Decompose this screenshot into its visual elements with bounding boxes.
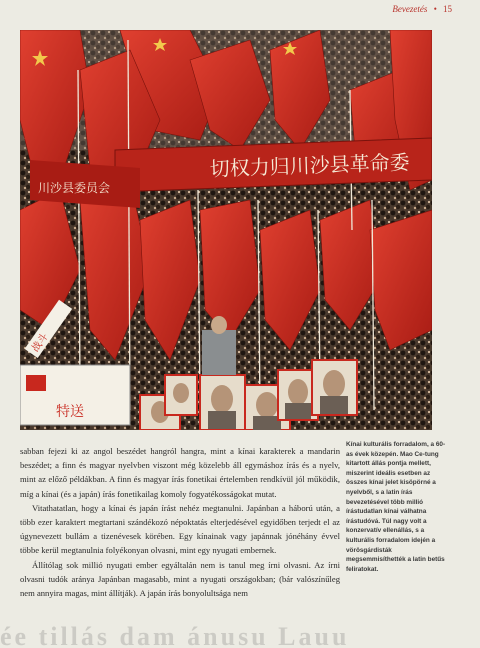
body-text xyxy=(20,444,340,600)
cultural-revolution-photo xyxy=(20,30,432,430)
running-header xyxy=(392,4,452,14)
paragraph: sabban fejezi ki az angol beszédet hangról hangra, mint a kínai karakterek a mandarin beszédet; a finn és magyar nyelvben viszont még közelebb áll egymáshoz írás és a nyelv, mint az előző példákban. A finn és magyar írás fonetikai értelemben rendkívül jól működik, míg a kínai (és a japán) írás fonetikailag komoly fogyatékosságokat mutat. xyxy=(20,446,340,499)
sign-text: 特送 xyxy=(56,404,84,420)
diagonal-sign-text: 战斗 xyxy=(30,331,51,355)
paragraph: Vitathatatlan, hogy a kínai és japán írást nehéz megtanulni. Japánban a háború után, a több ezer karaktert megtartani szándékozó népoktatás elterjedésével egyidőben terjedt el az úgynevezett bullám a tizenévesek körében. Egy kínainak vagy japánnak jónéhány évvel többe kerül megtanulnia folyékonyan olvasni, mint egy nyugati embernek. xyxy=(20,502,340,556)
photo-illustration xyxy=(20,30,432,430)
header-separator: • xyxy=(433,4,437,14)
banner-text: 切权力归川沙县革命委 xyxy=(209,150,411,181)
bleed-through-text: ée tillás dam ánusu Lauu xyxy=(0,622,350,648)
photo-caption: Kínai kulturális forradalom, a 60-as évek közepén. Mao Ce-tung kitartott állás pontja mellett, miszerint ideális esetben az összes kínai jelet kisöpörné a nyelvből, s a latin írás bevezetésével több millió írástudatlan kínai válhatna írástudóvá. Túl nagy volt a konzervatív ellenállás, s a kulturális forradalom idején a vörösgárdisták megsemmisíthették a latin betűs feliratokat. xyxy=(346,441,446,573)
paragraph: Állítólag sok millió nyugati ember egyáltalán nem is tanul meg írni olvasni. Az írni olvasni tudók aránya Japánban magasabb, mint a nyugati országokban; (bár valószínűleg nem annyira magas, mint állítják). A japán írás bonyolultsága nem xyxy=(20,559,340,599)
banner-left-text: 川沙县委员会 xyxy=(38,181,111,195)
page-number: 15 xyxy=(443,4,452,14)
section-title: Bevezetés xyxy=(392,4,428,14)
